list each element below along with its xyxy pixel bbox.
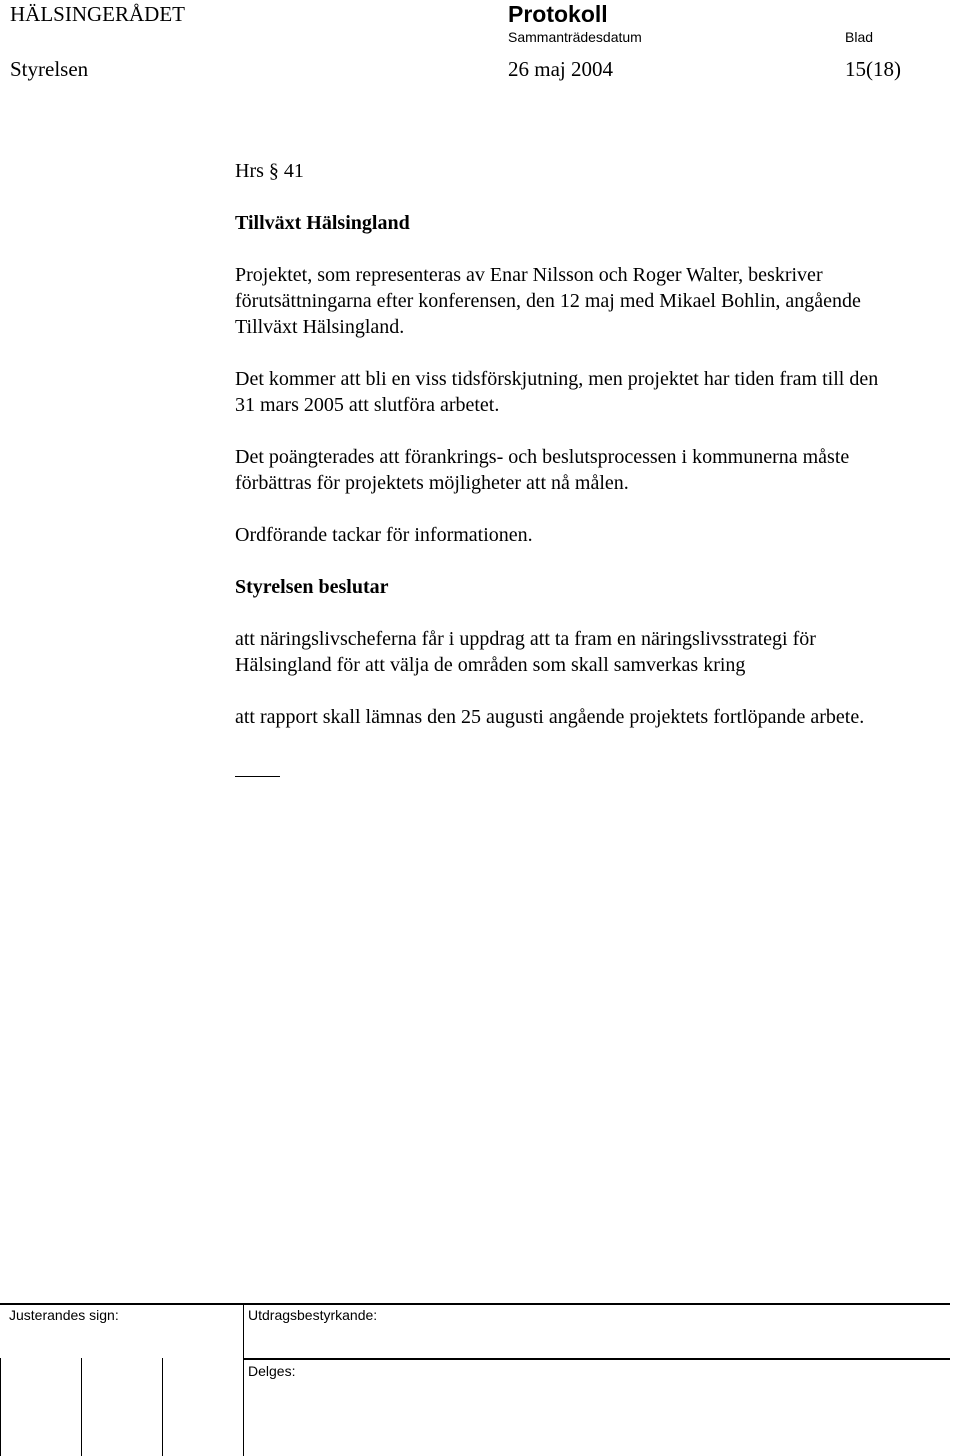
paragraph-line: Projektet, som representeras av Enar Nilsson och Roger Walter, beskriver bbox=[235, 264, 823, 286]
organization-name: HÄLSINGERÅDET bbox=[10, 2, 185, 26]
paragraph-line: Det poängterades att förankrings- och beslutsprocessen i kommunerna måste bbox=[235, 446, 850, 468]
decision-line: Hälsingland för att välja de områden som skall samverkas kring bbox=[235, 654, 746, 676]
footer-divider bbox=[243, 1303, 244, 1456]
utdragsbestyrkande-label: Utdragsbestyrkande: bbox=[248, 1307, 378, 1323]
item-title: Tillväxt Hälsingland bbox=[235, 212, 410, 234]
paragraph-line: Det kommer att bli en viss tidsförskjutning, men projektet har tiden fram till den bbox=[235, 368, 879, 390]
page-number: 15(18) bbox=[845, 57, 901, 81]
paragraph-line: förbättras för projektets möjligheter att nå målen. bbox=[235, 472, 629, 494]
signature-cell-border bbox=[162, 1358, 163, 1456]
paragraph-line: förutsättningarna efter konferensen, den 12 maj med Mikael Bohlin, angående bbox=[235, 290, 861, 312]
paragraph-line: Tillväxt Hälsingland. bbox=[235, 316, 405, 338]
section-number: Hrs § 41 bbox=[235, 160, 304, 182]
decision-heading: Styrelsen beslutar bbox=[235, 576, 389, 598]
signature-cell-border bbox=[0, 1358, 1, 1456]
meeting-date: 26 maj 2004 bbox=[508, 57, 613, 81]
justerandes-sign-label: Justerandes sign: bbox=[9, 1307, 119, 1323]
meeting-date-label: Sammanträdesdatum bbox=[508, 29, 642, 45]
paragraph-line: Ordförande tackar för informationen. bbox=[235, 524, 533, 546]
decision-line: att näringslivscheferna får i uppdrag att ta fram en näringslivsstrategi för bbox=[235, 628, 816, 650]
decision-line: att rapport skall lämnas den 25 augusti angående projektets fortlöpande arbete. bbox=[235, 706, 865, 728]
committee-name: Styrelsen bbox=[10, 57, 89, 81]
document-type: Protokoll bbox=[508, 1, 608, 27]
page-label: Blad bbox=[845, 29, 874, 45]
paragraph-line: 31 mars 2005 att slutföra arbetet. bbox=[235, 394, 500, 416]
footer-mid-rule bbox=[243, 1358, 950, 1360]
signature-cell-border bbox=[81, 1358, 82, 1456]
end-separator bbox=[235, 776, 280, 777]
footer-top-rule bbox=[0, 1303, 950, 1305]
delges-label: Delges: bbox=[248, 1363, 296, 1379]
